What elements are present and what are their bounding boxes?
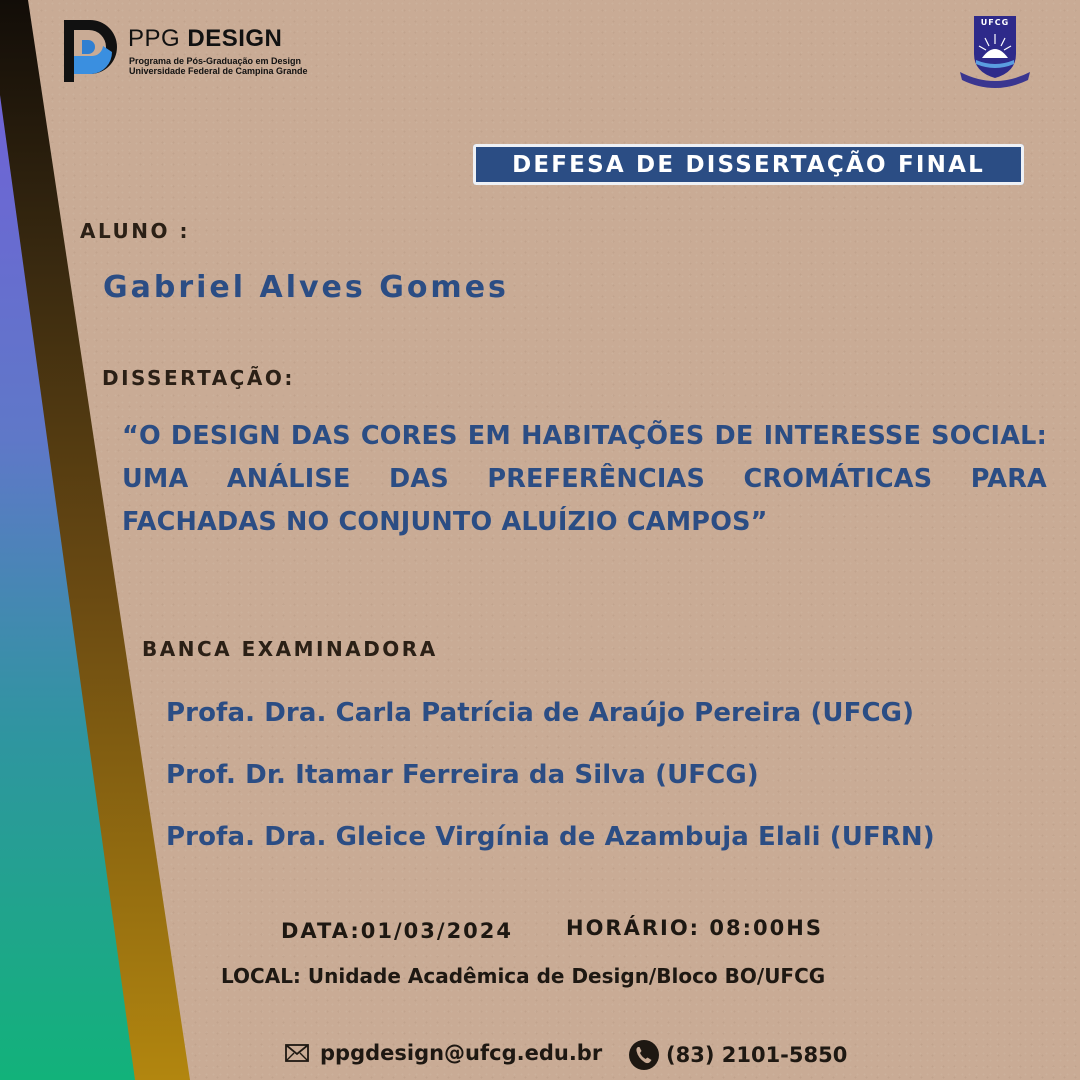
location-label: LOCAL:	[221, 964, 301, 988]
wordmark-bold: DESIGN	[187, 25, 283, 52]
dissertation-label: DISSERTAÇÃO:	[102, 366, 295, 390]
email-address[interactable]: ppgdesign@ufcg.edu.br	[320, 1041, 603, 1065]
phone-contact	[628, 1039, 847, 1071]
ppg-design-logo-icon	[60, 16, 122, 86]
committee-member: Profa. Dra. Carla Patrícia de Araújo Pereira (UFCG)	[166, 698, 915, 728]
ufcg-logo-text: UFCG	[980, 18, 1010, 27]
defense-location	[221, 964, 825, 988]
ppg-design-wordmark	[128, 25, 282, 53]
dissertation-title: “O DESIGN DAS CORES EM HABITAÇÕES DE INTERESSE SOCIAL: UMA ANÁLISE DAS PREFERÊNCIAS CROMÁTICAS PARA FACHADAS NO CONJUNTO ALUÍZIO CAMPOS”	[122, 421, 1047, 537]
defense-time: HORÁRIO: 08:00HS	[566, 916, 823, 940]
committee-label: BANCA EXAMINADORA	[142, 637, 438, 661]
location-value: Unidade Acadêmica de Design/Bloco BO/UFCG	[300, 964, 826, 988]
email-contact	[284, 1041, 602, 1065]
subtitle-line-2: Universidade Federal de Campina Grande	[129, 66, 308, 76]
ufcg-logo-icon	[958, 14, 1032, 90]
committee-member: Prof. Dr. Itamar Ferreira da Silva (UFCG)	[166, 760, 759, 790]
event-type-banner	[473, 144, 1024, 185]
banner-text: DEFESA DE DISSERTAÇÃO FINAL	[512, 151, 985, 178]
defense-date: DATA:01/03/2024	[281, 919, 514, 943]
phone-number[interactable]: (83) 2101-5850	[666, 1043, 848, 1067]
envelope-icon	[284, 1042, 310, 1064]
wordmark-light: PPG	[128, 25, 188, 52]
phone-icon	[628, 1039, 660, 1071]
student-name: Gabriel Alves Gomes	[103, 270, 509, 305]
ppg-design-subtitle	[129, 56, 308, 76]
committee-member: Profa. Dra. Gleice Virgínia de Azambuja Elali (UFRN)	[166, 822, 935, 852]
student-label: ALUNO :	[80, 219, 190, 243]
subtitle-line-1: Programa de Pós-Graduação em Design	[129, 56, 302, 66]
